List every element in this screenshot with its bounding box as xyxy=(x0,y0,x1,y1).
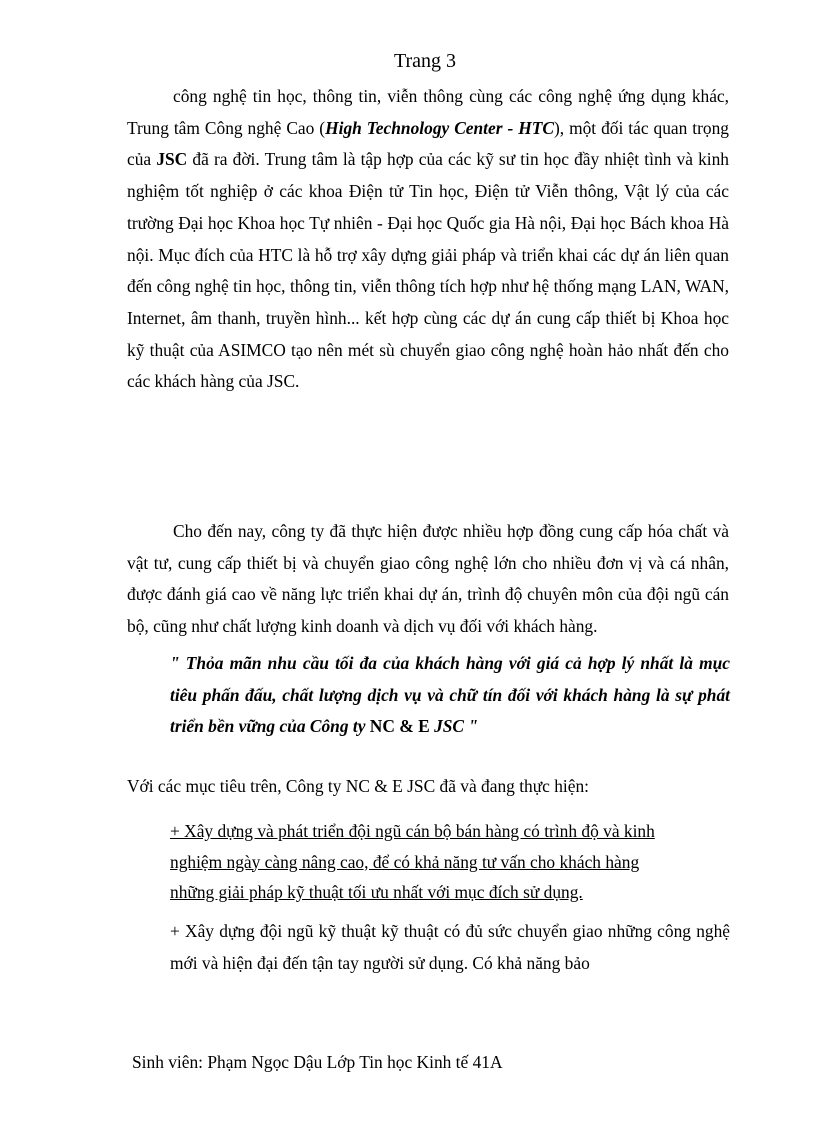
bullet-1-line-3: những giải pháp kỹ thuật tối ưu nhất với mục đích sử dụng. xyxy=(170,882,583,902)
quote-company: NC & E xyxy=(365,716,435,737)
bullet-1-line-1: + Xây dựng và phát triển đội ngũ cán bộ bán hàng có trình độ và kinh xyxy=(170,821,655,841)
page-number-header: Trang 3 xyxy=(393,50,457,72)
paragraph-1-text-c: đã ra đời. Trung tâm là tập hợp của các kỹ sư tin học đầy nhiệt tình và kinh nghiệm tốt nghiệp ở các khoa Điện tử Tin học, Điện tử Viễn thông, Vật lý của các trường Đại học Khoa học Tự nhiên - Đại học Quốc gia Hà nội, Đại học Bách khoa Hà nội. Mục đích của HTC là hỗ trợ xây dựng giải pháp và triển khai các dự án liên quan đến công nghệ tin học, thông tin, viễn thông tích hợp như hệ thống mạng LAN, WAN, Internet, âm thanh, truyền hình... kết hợp cùng các dự án cung cấp thiết bị Khoa học kỹ thuật của ASIMCO tạo nên mét sù chuyển giao công nghệ hoàn hảo nhất đến cho các khách hàng của JSC. xyxy=(127,149,730,392)
paragraph-1-text-b: ), một đối tác quan trọng của xyxy=(127,117,730,170)
quote-text: " Thỏa mãn nhu cầu tối đa của khách hàng với giá cả hợp lý nhất là mục tiêu phấn đấu, chất lượng dịch vụ và chữ tín đối với khách hàng là sự phát triển bền vững của Công ty xyxy=(170,653,730,737)
quote-end: JSC " xyxy=(434,716,479,737)
bullet-1-line-2: nghiệm ngày càng nâng cao, để có khả năng tư vấn cho khách hàng xyxy=(170,851,640,872)
page-footer: Sinh viên: Phạm Ngọc Dậu Lớp Tin học Kinh tế 41A xyxy=(132,1052,503,1072)
jsc-bold: JSC xyxy=(156,149,188,170)
goals-intro: Với các mục tiêu trên, Công ty NC & E JSC đã và đang thực hiện: xyxy=(127,776,589,796)
htc-name: High Technology Center - HTC xyxy=(325,117,554,138)
body-paragraph-1 xyxy=(127,81,729,398)
mission-quote xyxy=(170,648,730,743)
paragraph-1-text-a: công nghệ tin học, thông tin, viễn thông cùng các công nghệ ứng dụng khác, Trung tâm Công nghệ Cao ( xyxy=(127,86,729,138)
bullet-item-2: + Xây dựng đội ngũ kỹ thuật kỹ thuật có đủ sức chuyển giao những công nghệ mới và hiện đại đến tận tay người sử dụng. Có khả năng bảo xyxy=(170,921,730,973)
paragraph-2-text: Cho đến nay, công ty đã thực hiện được nhiều hợp đồng cung cấp hóa chất và vật tư, cung cấp thiết bị và chuyển giao công nghệ lớn cho nhiều đơn vị và cá nhân, được đánh giá cao về năng lực triển khai dự án, trình độ chuyên môn của đội ngũ cán bộ, cũng như chất lượng kinh doanh và dịch vụ đối với khách hàng. xyxy=(127,521,729,637)
bullet-item-1 xyxy=(170,816,730,908)
body-paragraph-2 xyxy=(127,516,729,643)
